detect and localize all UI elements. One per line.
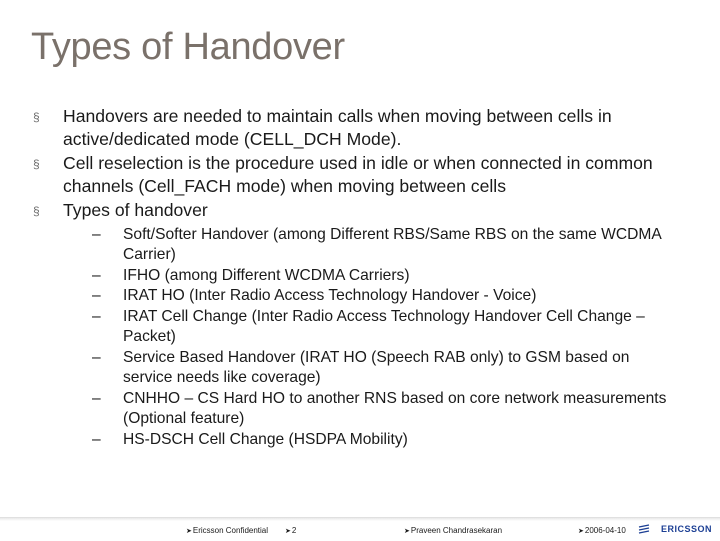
- footer-confidentiality: ➤Ericsson Confidential: [186, 526, 269, 535]
- sub-bullet-item: [0, 266, 700, 287]
- bullet-text: Cell reselection is the procedure used in idle or when connected in common channels (Cell_FACH mode) when moving between cells: [63, 153, 653, 196]
- bullet-text: Types of handover: [63, 200, 208, 220]
- square-bullet-icon: §: [33, 157, 40, 171]
- slide-footer: [0, 517, 720, 541]
- sub-bullet-text: IRAT HO (Inter Radio Access Technology Handover - Voice): [123, 287, 537, 304]
- bullet-item: [0, 105, 720, 150]
- arrow-icon: ➤: [404, 528, 410, 535]
- arrow-icon: ➤: [578, 528, 584, 535]
- dash-marker: –: [92, 225, 101, 243]
- dash-marker: –: [92, 348, 101, 366]
- bullet-list: [0, 105, 720, 452]
- sub-bullet-list: [63, 225, 700, 451]
- bullet-text: Handovers are needed to maintain calls when moving between cells in active/dedicated mode (CELL_DCH Mode).: [63, 106, 612, 149]
- sub-bullet-item: [0, 286, 700, 307]
- sub-bullet-text: Service Based Handover (IRAT HO (Speech RAB only) to GSM based on service needs like coverage): [123, 348, 630, 386]
- bullet-item: [0, 199, 720, 450]
- square-bullet-icon: §: [33, 110, 40, 124]
- square-bullet-icon: §: [33, 204, 40, 218]
- sub-bullet-text: IFHO (among Different WCDMA Carriers): [123, 266, 410, 284]
- sub-bullet-text: CNHHO – CS Hard HO to another RNS based on core network measurements (Optional feature): [123, 389, 667, 427]
- footer-divider: [0, 518, 720, 521]
- sub-bullet-text: IRAT Cell Change (Inter Radio Access Technology Handover Cell Change – Packet): [123, 307, 645, 345]
- sub-bullet-text: Soft/Softer Handover (among Different RBS/Same RBS on the same WCDMA Carrier): [123, 225, 661, 263]
- sub-bullet-item: [0, 389, 700, 430]
- sub-bullet-text: HS-DSCH Cell Change (HSDPA Mobility): [123, 430, 408, 448]
- dash-marker: –: [92, 266, 101, 284]
- sub-bullet-item: [0, 307, 700, 348]
- arrow-icon: ➤: [186, 528, 192, 535]
- arrow-icon: ➤: [285, 528, 291, 535]
- ericsson-logo: ERICSSON: [660, 524, 712, 534]
- dash-marker: –: [92, 389, 101, 407]
- bullet-item: [0, 152, 720, 197]
- sub-bullet-item: [0, 225, 700, 266]
- footer-date: ➤2006-04-10: [578, 526, 626, 535]
- footer-author: ➤Praveen Chandrasekaran: [404, 526, 503, 535]
- dash-marker: –: [92, 430, 101, 448]
- dash-marker: –: [92, 307, 101, 325]
- slide-title: Types of Handover: [31, 26, 345, 68]
- ericsson-logo-icon: [638, 524, 650, 534]
- footer-page-number: ➤2: [285, 526, 297, 535]
- dash-marker: –: [92, 287, 101, 304]
- sub-bullet-item: [0, 430, 700, 451]
- sub-bullet-item: [0, 348, 700, 389]
